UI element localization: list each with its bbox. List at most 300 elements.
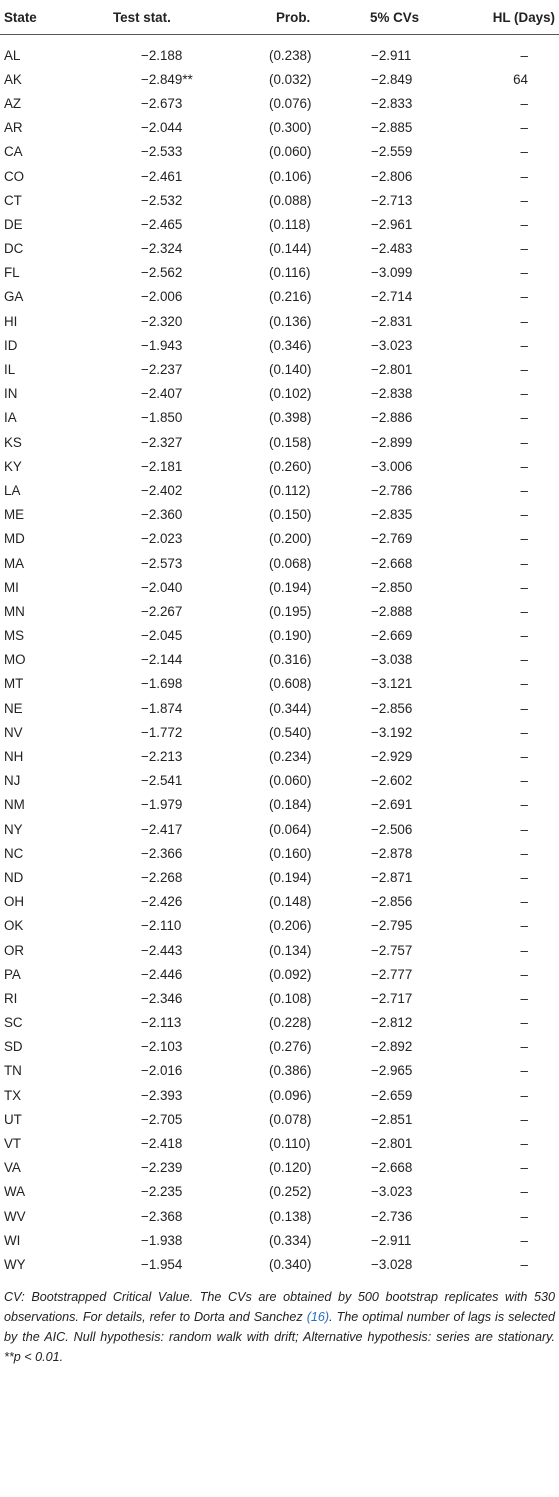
cell-state: NC <box>4 845 24 861</box>
cell-cv: −2.849 <box>371 71 413 87</box>
table-row <box>0 43 559 67</box>
cell-prob: (0.106) <box>269 168 312 184</box>
cell-hl: – <box>520 1111 528 1127</box>
table-row <box>0 1059 559 1083</box>
cell-prob: (0.194) <box>269 579 312 595</box>
cell-state: KS <box>4 434 22 450</box>
header-test-stat: Test stat. <box>76 0 194 35</box>
cell-prob: (0.134) <box>269 942 312 958</box>
reference-link[interactable]: (16) <box>306 1309 330 1324</box>
table-row <box>0 91 559 115</box>
cell-cv: −2.892 <box>371 1039 413 1055</box>
cell-test-stat: −1.698 <box>141 676 183 692</box>
cell-hl: – <box>520 1136 528 1152</box>
cell-test-stat: −2.417 <box>141 821 183 837</box>
cell-state: WA <box>4 1184 26 1200</box>
cell-cv: −2.851 <box>371 1111 413 1127</box>
cell-test-stat: −2.023 <box>141 531 183 547</box>
cell-state: MT <box>4 676 24 692</box>
table-row <box>0 793 559 817</box>
cell-test-stat: −2.533 <box>141 144 183 160</box>
header-prob: Prob. <box>194 0 314 35</box>
cell-test-stat: −2.045 <box>141 628 183 644</box>
cell-prob: (0.195) <box>269 603 312 619</box>
cell-state: VA <box>4 1160 21 1176</box>
cell-cv: −2.777 <box>371 966 413 982</box>
cell-cv: −2.786 <box>371 482 413 498</box>
cell-state: ME <box>4 507 25 523</box>
cell-hl: – <box>520 458 528 474</box>
table-row <box>0 962 559 986</box>
cell-hl: – <box>520 434 528 450</box>
cell-hl: – <box>520 216 528 232</box>
cell-hl: – <box>520 749 528 765</box>
cell-state: MA <box>4 555 25 571</box>
cell-prob: (0.334) <box>269 1232 312 1248</box>
cell-test-stat: −1.850 <box>141 410 183 426</box>
cell-hl: – <box>520 241 528 257</box>
cell-state: CO <box>4 168 25 184</box>
cell-state: GA <box>4 289 24 305</box>
cell-test-stat: −1.979 <box>141 797 183 813</box>
cell-cv: −2.878 <box>371 845 413 861</box>
cell-cv: −2.831 <box>371 313 413 329</box>
cell-cv: −2.871 <box>371 869 413 885</box>
cell-state: NE <box>4 700 23 716</box>
cell-cv: −3.028 <box>371 1256 413 1272</box>
cell-hl: – <box>520 192 528 208</box>
cell-cv: −2.769 <box>371 531 413 547</box>
table-row <box>0 309 559 333</box>
cell-cv: −3.023 <box>371 337 413 353</box>
cell-state: MO <box>4 652 26 668</box>
cell-test-stat: −2.267 <box>141 603 183 619</box>
cell-hl: – <box>520 265 528 281</box>
cell-prob: (0.078) <box>269 1111 312 1127</box>
cell-prob: (0.116) <box>269 265 311 281</box>
cell-cv: −2.668 <box>371 555 413 571</box>
cell-test-stat: −2.113 <box>141 1015 182 1031</box>
cell-state: MS <box>4 628 25 644</box>
table-row <box>0 140 559 164</box>
cell-state: DE <box>4 216 23 232</box>
cell-hl: – <box>520 1087 528 1103</box>
cell-state: OH <box>4 894 25 910</box>
cell-cv: −2.961 <box>371 216 413 232</box>
header-cv: 5% CVs <box>314 0 439 35</box>
cell-cv: −2.835 <box>371 507 413 523</box>
cell-hl: – <box>520 894 528 910</box>
cell-test-stat: −2.573 <box>141 555 183 571</box>
cell-cv: −2.833 <box>371 95 413 111</box>
cell-hl: – <box>520 579 528 595</box>
table-row <box>0 551 559 575</box>
cell-test-stat: −2.418 <box>141 1136 183 1152</box>
cell-state: AR <box>4 120 23 136</box>
table-row <box>0 1083 559 1107</box>
cell-hl: – <box>520 1232 528 1248</box>
table-row <box>0 1228 559 1252</box>
cell-cv: −2.506 <box>371 821 413 837</box>
table-row <box>0 817 559 841</box>
table-row <box>0 672 559 696</box>
cell-hl: – <box>520 1160 528 1176</box>
cell-cv: −3.192 <box>371 724 413 740</box>
table-row <box>0 1204 559 1228</box>
cell-test-stat: −2.849** <box>141 71 193 87</box>
cell-cv: −2.757 <box>371 942 413 958</box>
cell-prob: (0.102) <box>269 386 312 402</box>
cell-state: ID <box>4 337 18 353</box>
cell-cv: −2.806 <box>371 168 413 184</box>
table-row <box>0 841 559 865</box>
cell-hl: – <box>520 1063 528 1079</box>
cell-hl: – <box>520 386 528 402</box>
cell-cv: −2.659 <box>371 1087 413 1103</box>
table-row <box>0 333 559 357</box>
cell-state: SD <box>4 1039 23 1055</box>
cell-cv: −2.838 <box>371 386 413 402</box>
cell-test-stat: −2.562 <box>141 265 183 281</box>
cell-state: NH <box>4 749 24 765</box>
cell-test-stat: −2.016 <box>141 1063 183 1079</box>
cell-cv: −2.911 <box>371 1232 412 1248</box>
cell-prob: (0.346) <box>269 337 312 353</box>
table-row <box>0 116 559 140</box>
cell-prob: (0.300) <box>269 120 312 136</box>
cell-state: CA <box>4 144 23 160</box>
table-row <box>0 938 559 962</box>
table-row <box>0 430 559 454</box>
table-body <box>0 35 559 1277</box>
cell-test-stat: −2.426 <box>141 894 183 910</box>
cell-prob: (0.088) <box>269 192 312 208</box>
cell-cv: −2.856 <box>371 894 413 910</box>
cell-hl: – <box>520 700 528 716</box>
table-footnote <box>0 1277 559 1367</box>
cell-state: IN <box>4 386 18 402</box>
cell-hl: – <box>520 482 528 498</box>
cell-cv: −2.885 <box>371 120 413 136</box>
table-row <box>0 599 559 623</box>
cell-hl: – <box>520 1208 528 1224</box>
cell-test-stat: −2.360 <box>141 507 183 523</box>
cell-hl: – <box>520 555 528 571</box>
cell-test-stat: −2.465 <box>141 216 183 232</box>
cell-cv: −2.888 <box>371 603 413 619</box>
table-row <box>0 1180 559 1204</box>
cell-state: AK <box>4 71 22 87</box>
table-row <box>0 527 559 551</box>
cell-cv: −2.714 <box>371 289 413 305</box>
cell-prob: (0.540) <box>269 724 312 740</box>
cell-prob: (0.110) <box>269 1136 311 1152</box>
cell-prob: (0.092) <box>269 966 312 982</box>
table-row <box>0 478 559 502</box>
cell-cv: −2.929 <box>371 749 413 765</box>
cell-test-stat: −2.324 <box>141 241 183 257</box>
table-row <box>0 1131 559 1155</box>
cell-hl: – <box>520 797 528 813</box>
cell-hl: – <box>520 942 528 958</box>
cell-state: AZ <box>4 95 22 111</box>
cell-cv: −2.736 <box>371 1208 413 1224</box>
table-row <box>0 720 559 744</box>
cell-prob: (0.276) <box>269 1039 312 1055</box>
cell-prob: (0.060) <box>269 144 312 160</box>
cell-hl: – <box>520 652 528 668</box>
cell-hl: – <box>520 1039 528 1055</box>
cell-test-stat: −2.181 <box>141 458 183 474</box>
cell-test-stat: −2.446 <box>141 966 183 982</box>
cell-prob: (0.112) <box>269 482 311 498</box>
cell-cv: −2.602 <box>371 773 413 789</box>
cell-cv: −2.801 <box>371 1136 413 1152</box>
cell-state: PA <box>4 966 21 982</box>
cell-test-stat: −2.188 <box>141 47 183 63</box>
cell-prob: (0.344) <box>269 700 312 716</box>
cell-hl: – <box>520 47 528 63</box>
cell-hl: – <box>520 313 528 329</box>
cell-cv: −2.717 <box>371 990 413 1006</box>
cell-prob: (0.316) <box>269 652 312 668</box>
table-row <box>0 237 559 261</box>
cell-state: NY <box>4 821 23 837</box>
cell-test-stat: −2.393 <box>141 1087 183 1103</box>
cell-state: CT <box>4 192 22 208</box>
cell-test-stat: −2.368 <box>141 1208 183 1224</box>
cell-test-stat: −2.044 <box>141 120 183 136</box>
cell-test-stat: −2.705 <box>141 1111 183 1127</box>
cell-prob: (0.160) <box>269 845 312 861</box>
table-row <box>0 696 559 720</box>
cell-state: MD <box>4 531 25 547</box>
header-hl: HL (Days) <box>439 0 559 35</box>
cell-prob: (0.398) <box>269 410 312 426</box>
table-row <box>0 285 559 309</box>
cell-prob: (0.206) <box>269 918 312 934</box>
cell-test-stat: −2.407 <box>141 386 183 402</box>
table-row <box>0 1035 559 1059</box>
table-row <box>0 357 559 381</box>
cell-cv: −2.668 <box>371 1160 413 1176</box>
table-row <box>0 212 559 236</box>
cell-hl: – <box>520 410 528 426</box>
table-row <box>0 865 559 889</box>
cell-state: TN <box>4 1063 22 1079</box>
cell-cv: −2.886 <box>371 410 413 426</box>
cell-state: AL <box>4 47 21 63</box>
cell-state: FL <box>4 265 20 281</box>
table-row <box>0 1156 559 1180</box>
cell-state: VT <box>4 1136 22 1152</box>
cell-cv: −3.038 <box>371 652 413 668</box>
cell-hl: – <box>520 362 528 378</box>
cell-hl: – <box>520 289 528 305</box>
cell-hl: – <box>520 845 528 861</box>
cell-cv: −2.899 <box>371 434 413 450</box>
header-state: State <box>0 0 76 35</box>
cell-state: WV <box>4 1208 26 1224</box>
table-row <box>0 1011 559 1035</box>
cell-hl: – <box>520 168 528 184</box>
table-row <box>0 1252 559 1276</box>
cell-hl: – <box>520 144 528 160</box>
table-row <box>0 986 559 1010</box>
cell-cv: −2.483 <box>371 241 413 257</box>
cell-test-stat: −2.239 <box>141 1160 183 1176</box>
cell-prob: (0.144) <box>269 241 312 257</box>
cell-state: NJ <box>4 773 21 789</box>
cell-hl: – <box>520 773 528 789</box>
cell-test-stat: −2.040 <box>141 579 183 595</box>
cell-hl: – <box>520 1184 528 1200</box>
cell-hl: – <box>520 337 528 353</box>
cell-test-stat: −2.461 <box>141 168 183 184</box>
cell-test-stat: −2.235 <box>141 1184 183 1200</box>
cell-test-stat: −2.103 <box>141 1039 183 1055</box>
cell-cv: −2.812 <box>371 1015 413 1031</box>
cell-state: MI <box>4 579 19 595</box>
cell-cv: −2.965 <box>371 1063 413 1079</box>
cell-prob: (0.060) <box>269 773 312 789</box>
cell-cv: −2.713 <box>371 192 413 208</box>
cell-hl: – <box>520 724 528 740</box>
cell-state: IA <box>4 410 17 426</box>
cell-hl: – <box>520 95 528 111</box>
cell-prob: (0.150) <box>269 507 312 523</box>
table-header <box>0 0 559 35</box>
cell-hl: – <box>520 918 528 934</box>
table-row <box>0 261 559 285</box>
footnote-text-end: . The optimal number of lags is selected by the AIC. Null hypothesis: random walk with drift; Alternative hypothesis: series are stationary. **p < 0.01. <box>4 1309 555 1364</box>
table-row <box>0 624 559 648</box>
cell-prob: (0.260) <box>269 458 312 474</box>
cell-test-stat: −2.110 <box>141 918 182 934</box>
table-row <box>0 914 559 938</box>
cell-prob: (0.386) <box>269 1063 312 1079</box>
cell-test-stat: −2.320 <box>141 313 183 329</box>
cell-test-stat: −1.772 <box>141 724 183 740</box>
cell-state: KY <box>4 458 22 474</box>
table-row <box>0 744 559 768</box>
table-row <box>0 406 559 430</box>
table-row <box>0 503 559 527</box>
cell-state: DC <box>4 241 24 257</box>
cell-test-stat: −2.327 <box>141 434 183 450</box>
cell-prob: (0.096) <box>269 1087 312 1103</box>
cell-cv: −3.023 <box>371 1184 413 1200</box>
table-row <box>0 1107 559 1131</box>
cell-prob: (0.120) <box>269 1160 312 1176</box>
cell-test-stat: −2.006 <box>141 289 183 305</box>
table-row <box>0 188 559 212</box>
cell-state: MN <box>4 603 25 619</box>
cell-prob: (0.068) <box>269 555 312 571</box>
cell-state: RI <box>4 990 18 1006</box>
cell-prob: (0.340) <box>269 1256 312 1272</box>
cell-prob: (0.184) <box>269 797 312 813</box>
cell-hl: – <box>520 120 528 136</box>
cell-hl: – <box>520 990 528 1006</box>
cell-cv: −2.669 <box>371 628 413 644</box>
cell-prob: (0.228) <box>269 1015 312 1031</box>
table-row <box>0 890 559 914</box>
cell-test-stat: −1.938 <box>141 1232 183 1248</box>
cell-hl: – <box>520 966 528 982</box>
cell-prob: (0.032) <box>269 71 312 87</box>
cell-state: UT <box>4 1111 22 1127</box>
cell-test-stat: −2.443 <box>141 942 183 958</box>
cell-prob: (0.608) <box>269 676 312 692</box>
cell-prob: (0.194) <box>269 869 312 885</box>
cell-state: WY <box>4 1256 26 1272</box>
cell-cv: −3.006 <box>371 458 413 474</box>
cell-test-stat: −2.268 <box>141 869 183 885</box>
cell-hl: 64 <box>513 71 528 87</box>
cell-hl: – <box>520 1256 528 1272</box>
cell-test-stat: −2.237 <box>141 362 183 378</box>
cell-prob: (0.064) <box>269 821 312 837</box>
header-row <box>0 0 559 35</box>
cell-test-stat: −2.346 <box>141 990 183 1006</box>
cell-state: NV <box>4 724 23 740</box>
cell-test-stat: −2.402 <box>141 482 183 498</box>
cell-state: NM <box>4 797 25 813</box>
cell-cv: −2.801 <box>371 362 413 378</box>
cell-prob: (0.238) <box>269 47 312 63</box>
cell-cv: −2.559 <box>371 144 413 160</box>
cell-prob: (0.190) <box>269 628 312 644</box>
cell-hl: – <box>520 603 528 619</box>
table-row <box>0 382 559 406</box>
cell-hl: – <box>520 628 528 644</box>
cell-prob: (0.108) <box>269 990 312 1006</box>
cell-test-stat: −2.541 <box>141 773 183 789</box>
cell-prob: (0.252) <box>269 1184 312 1200</box>
cell-prob: (0.076) <box>269 95 312 111</box>
table-row <box>0 67 559 91</box>
cell-test-stat: −2.366 <box>141 845 183 861</box>
cell-test-stat: −1.943 <box>141 337 183 353</box>
cell-test-stat: −2.673 <box>141 95 183 111</box>
cell-cv: −2.911 <box>371 47 412 63</box>
cell-prob: (0.140) <box>269 362 312 378</box>
cell-state: HI <box>4 313 18 329</box>
cell-state: OK <box>4 918 24 934</box>
cell-state: ND <box>4 869 24 885</box>
cell-test-stat: −2.144 <box>141 652 183 668</box>
cell-state: WI <box>4 1232 21 1248</box>
cell-prob: (0.216) <box>269 289 312 305</box>
cell-prob: (0.234) <box>269 749 312 765</box>
cell-hl: – <box>520 531 528 547</box>
table-row <box>0 164 559 188</box>
table-row <box>0 454 559 478</box>
cell-hl: – <box>520 869 528 885</box>
cell-state: TX <box>4 1087 22 1103</box>
cell-hl: – <box>520 1015 528 1031</box>
cell-test-stat: −2.532 <box>141 192 183 208</box>
cell-hl: – <box>520 676 528 692</box>
cell-prob: (0.158) <box>269 434 312 450</box>
cell-state: OR <box>4 942 25 958</box>
cell-cv: −2.856 <box>371 700 413 716</box>
table-row <box>0 575 559 599</box>
table-spacer <box>0 35 559 44</box>
cell-prob: (0.200) <box>269 531 312 547</box>
footnote-text-start: CV: Bootstrapped Critical Value. The CVs are obtained by 500 bootstrap replicates with 530 observations. For details, refer to Dorta and Sanchez <box>4 1289 555 1324</box>
